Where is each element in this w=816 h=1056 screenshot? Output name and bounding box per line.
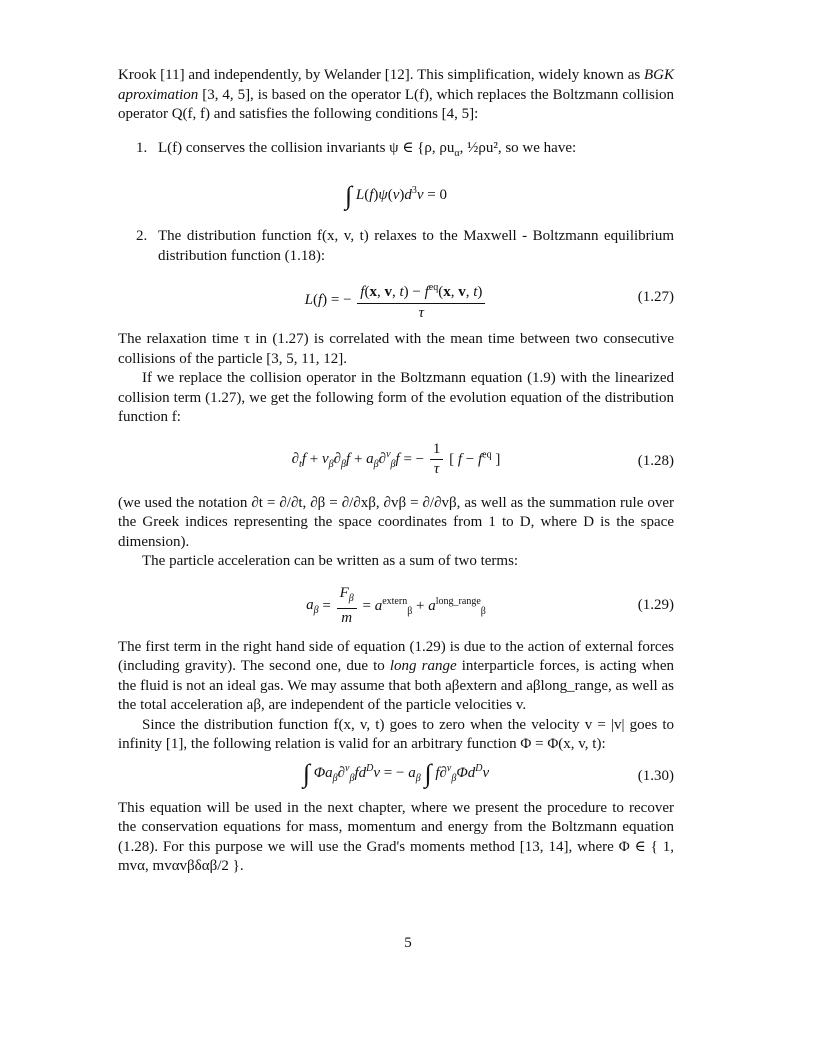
emphasis: long range	[389, 658, 457, 674]
paragraph-distribution: Since the distribution function f(x, v, t) goes to zero when the velocity v = |v| goes to infinity [1], the following relation is valid for an arbitrary function Φ = Φ(x, v, t):	[118, 716, 674, 752]
equation-number: (1.28)	[637, 452, 674, 469]
paragraph-terms	[118, 638, 674, 716]
paragraph-notation: (we used the notation ∂t = ∂/∂t, ∂β = ∂/∂xβ, ∂vβ = ∂/∂vβ, as well as the summation rule over the Greek indices representing the space coordinates from 1 to D, where D is the space dimension).	[118, 494, 674, 550]
text: The distribution function f(x, v, t) relaxes to the Maxwell - Boltzmann equilibrium distribution function (1.18):	[158, 228, 674, 264]
page-content	[118, 66, 674, 877]
text: Krook [11] and independently, by Welander [12]. This simplification, widely known as	[118, 67, 644, 83]
paragraph-bgk	[118, 66, 674, 125]
list-item-2	[118, 227, 674, 266]
emphasis: BGK aproximation	[118, 67, 674, 103]
paragraph-relaxation: The relaxation time τ in (1.27) is correlated with the mean time between two consecutive collisions of the particle [3, 5, 11, 12].	[118, 331, 674, 367]
paragraph-grad: This equation will be used in the next chapter, where we present the procedure to recover the conservation equations for mass, momentum and energy from the Boltzmann equation (1.28). For this purpose we will use the Grad's moments method [13, 14], where Φ ∈ { 1, mvα, mvαvβδαβ/2 }.	[118, 799, 674, 874]
text: The first term in the right hand side of equation (1.29) is due to the action of external forces (including gravity). The second one, due to	[118, 638, 674, 674]
text: [3, 4, 5], is based on the operator L(f), which replaces the Boltzmann collision operator Q(f, f) and satisfies the following conditions [4, 5]:	[118, 86, 674, 122]
text: interparticle forces, is acting when the fluid is not an ideal gas. We may assume that both aβextern and aβlong_range, as well as the total acceleration aβ, are independent of the particle velocities v.	[118, 658, 675, 713]
equation-number: (1.27)	[637, 289, 674, 305]
list-item-1: 1. L(f) conserves the collision invariants ψ ∈ {ρ, $\rho u_\alpha$, ½ρu², so we have:	[136, 139, 577, 159]
equation-number: (1.30)	[637, 767, 674, 784]
equation-1-30: ∫ $\Phi a_\beta\partial^v_\beta fd^Dv$ = − $a_\beta$ ∫ $f\partial^v_\beta\Phi d^Dv$ (1.30)	[302, 758, 674, 788]
list-number: 2.	[136, 228, 148, 244]
equation-1-28: $\partial_tf + v_\beta\partial_\beta f + a_\beta\partial^v_\beta f$ = − $\frac{1}{\tau}$ [ $f - f^{eq}$ ] (1.28)	[291, 440, 674, 477]
list-number: 1.	[136, 139, 148, 156]
equation-1-29: $a_\beta$ = $\frac{F_\beta}{m}$ = $a^{extern}_\beta + a^{long\_range}_\beta$ (1.29)	[306, 584, 674, 626]
equation-invariants: ∫ $L(f)\psi(v)d^3v = 0$	[344, 180, 448, 210]
paragraph-acceleration: The particle acceleration can be written as a sum of two terms:	[142, 553, 519, 569]
text: , ½ρu², so we have:	[459, 139, 577, 156]
paragraph-replace: If we replace the collision operator in the Boltzmann equation (1.9) with the linearized collision term (1.27), we get the following form of the evolution equation of the distribution function f:	[118, 370, 674, 425]
equation-1-27: L(f) = − $\frac{f(x, v, t) - f^{eq}(x, v, t)}{\tau}$ (1.27)	[118, 276, 674, 320]
text: L(f) conserves the collision invariants ψ ∈ {ρ, ρu	[158, 139, 455, 156]
page-number: 5	[404, 935, 412, 951]
equation-number: (1.29)	[637, 596, 674, 613]
